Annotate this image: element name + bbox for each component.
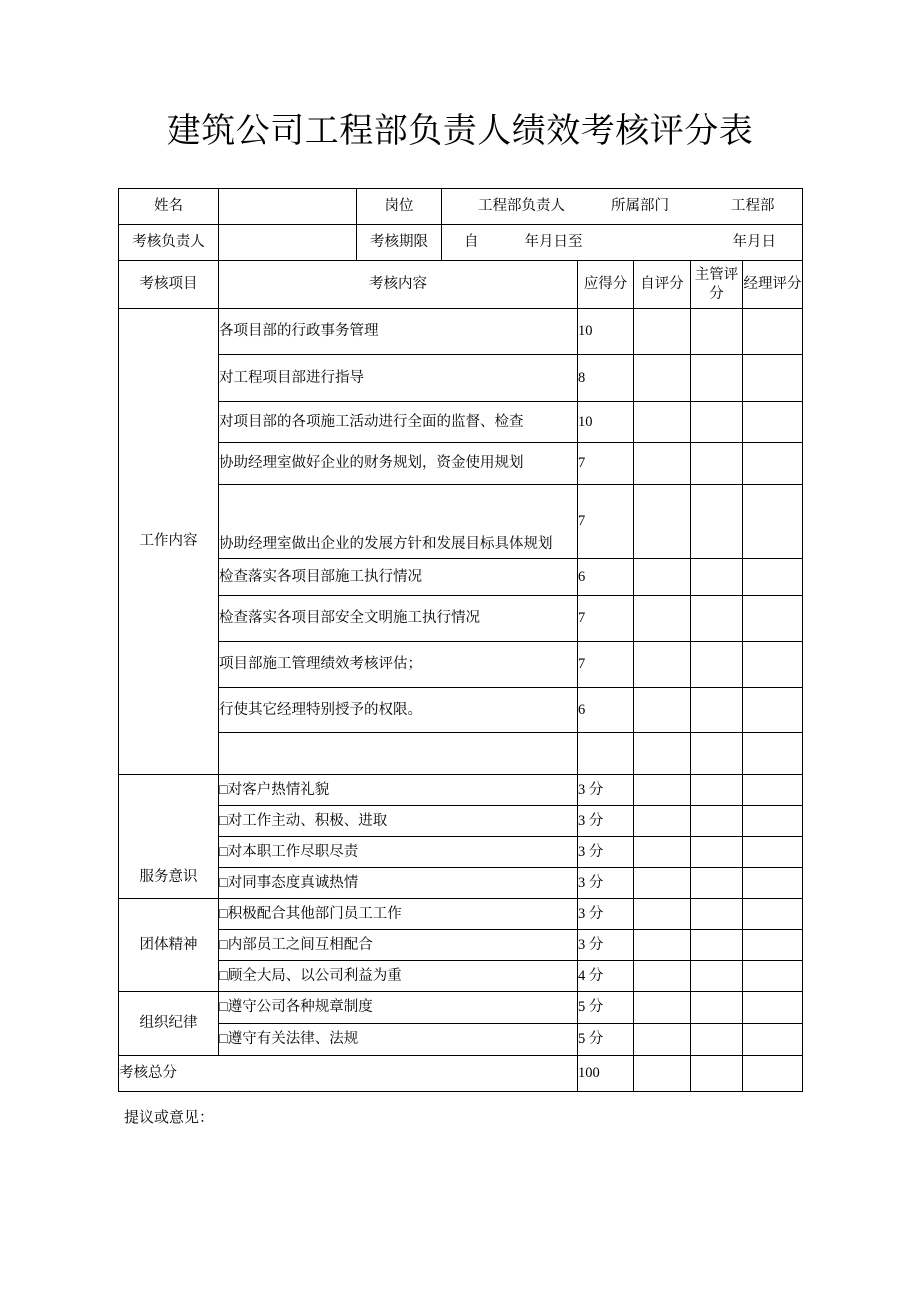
total-due-score: 100 bbox=[578, 1056, 634, 1092]
manager-score-input[interactable] bbox=[743, 485, 803, 559]
due-score: 6 bbox=[578, 559, 634, 596]
self-score-input[interactable] bbox=[634, 688, 691, 733]
due-score: 3 分 bbox=[578, 775, 634, 806]
due-score: 3 分 bbox=[578, 899, 634, 930]
due-score: 5 分 bbox=[578, 1024, 634, 1056]
supervisor-score-input[interactable] bbox=[691, 930, 743, 961]
table-row bbox=[119, 309, 803, 355]
criterion-text[interactable]: □对工作主动、积极、进取 bbox=[219, 806, 578, 837]
self-score-input[interactable] bbox=[634, 1024, 691, 1056]
table-row bbox=[119, 806, 803, 837]
manager-score-input[interactable] bbox=[743, 443, 803, 485]
due-score: 7 bbox=[578, 485, 634, 559]
header-manager-score: 经理评分 bbox=[743, 261, 803, 309]
table-row bbox=[119, 868, 803, 899]
supervisor-score-input[interactable] bbox=[691, 309, 743, 355]
period-range-cell bbox=[442, 225, 803, 261]
page-title: 建筑公司工程部负责人绩效考核评分表 bbox=[166, 113, 754, 150]
category-team-spirit: 团体精神 bbox=[119, 899, 219, 992]
criterion-text: 项目部施工管理绩效考核评估； bbox=[219, 642, 578, 688]
supervisor-score-input[interactable] bbox=[691, 355, 743, 402]
due-score: 3 分 bbox=[578, 930, 634, 961]
position-label: 岗位 bbox=[357, 189, 442, 225]
category-organizational-discipline: 组织纪律 bbox=[119, 992, 219, 1056]
self-score-input[interactable] bbox=[634, 443, 691, 485]
period-label: 考核期限 bbox=[357, 225, 442, 261]
criterion-text: 行使其它经理特别授予的权限。 bbox=[219, 688, 578, 733]
criterion-text[interactable]: □对本职工作尽职尽责 bbox=[219, 837, 578, 868]
period-from-date[interactable]: 年月日至 bbox=[524, 234, 583, 251]
self-score-input[interactable] bbox=[634, 868, 691, 899]
self-score-input[interactable] bbox=[634, 806, 691, 837]
table-row bbox=[119, 961, 803, 992]
supervisor-score-input[interactable] bbox=[691, 1024, 743, 1056]
self-score-input[interactable] bbox=[634, 775, 691, 806]
table-row bbox=[119, 775, 803, 806]
criterion-text: 对项目部的各项施工活动进行全面的监督、检查 bbox=[219, 402, 578, 443]
self-score-input[interactable] bbox=[634, 485, 691, 559]
self-score-input[interactable] bbox=[634, 642, 691, 688]
manager-score-input[interactable] bbox=[743, 355, 803, 402]
due-score: 6 bbox=[578, 688, 634, 733]
supervisor-score-input[interactable] bbox=[691, 688, 743, 733]
manager-score-input[interactable] bbox=[743, 806, 803, 837]
header-due-score: 应得分 bbox=[578, 261, 634, 309]
supervisor-score-input[interactable] bbox=[691, 961, 743, 992]
criterion-text[interactable]: □遵守公司各种规章制度 bbox=[219, 992, 578, 1024]
self-score-input[interactable] bbox=[634, 355, 691, 402]
criterion-text[interactable]: □遵守有关法律、法规 bbox=[219, 1024, 578, 1056]
self-score-input[interactable] bbox=[634, 992, 691, 1024]
position-value[interactable]: 工程部负责人 bbox=[478, 198, 565, 215]
table-row bbox=[119, 837, 803, 868]
total-supervisor-score[interactable] bbox=[691, 1056, 743, 1092]
total-label: 考核总分 bbox=[119, 1056, 578, 1092]
table-row bbox=[119, 1024, 803, 1056]
manager-score-input[interactable] bbox=[743, 837, 803, 868]
suggestions-note: 提议或意见： bbox=[124, 1110, 215, 1126]
category-service-awareness: 服务意识 bbox=[119, 775, 219, 899]
criterion-text: 协助经理室做出企业的发展方针和发展目标具体规划 bbox=[219, 485, 578, 559]
self-score-input[interactable] bbox=[634, 837, 691, 868]
header-content: 考核内容 bbox=[219, 261, 578, 309]
due-score: 3 分 bbox=[578, 806, 634, 837]
table-row bbox=[119, 443, 803, 485]
manager-score-input[interactable] bbox=[743, 596, 803, 642]
info-row-name bbox=[119, 189, 803, 225]
manager-score-input[interactable] bbox=[743, 775, 803, 806]
info-row-period bbox=[119, 225, 803, 261]
self-score-input[interactable] bbox=[634, 733, 691, 775]
self-score-input[interactable] bbox=[634, 402, 691, 443]
supervisor-score-input[interactable] bbox=[691, 868, 743, 899]
manager-score-input[interactable] bbox=[743, 559, 803, 596]
due-score: 3 分 bbox=[578, 868, 634, 899]
period-from-label: 自 bbox=[464, 234, 479, 251]
supervisor-score-input[interactable] bbox=[691, 402, 743, 443]
due-score: 7 bbox=[578, 596, 634, 642]
criterion-text: 协助经理室做好企业的财务规划，资金使用规划 bbox=[219, 443, 578, 485]
due-score: 10 bbox=[578, 309, 634, 355]
criterion-text: 对工程项目部进行指导 bbox=[219, 355, 578, 402]
supervisor-score-input[interactable] bbox=[691, 837, 743, 868]
performance-appraisal-table bbox=[118, 188, 803, 1092]
self-score-input[interactable] bbox=[634, 559, 691, 596]
department-value[interactable]: 工程部 bbox=[731, 198, 775, 215]
due-score: 7 bbox=[578, 443, 634, 485]
criterion-text: 各项目部的行政事务管理 bbox=[219, 309, 578, 355]
manager-score-input[interactable] bbox=[743, 402, 803, 443]
name-value[interactable] bbox=[219, 189, 357, 225]
period-to-date[interactable]: 年月日 bbox=[732, 234, 776, 251]
manager-score-input[interactable] bbox=[743, 868, 803, 899]
table-row bbox=[119, 485, 803, 559]
supervisor-score-input[interactable] bbox=[691, 899, 743, 930]
due-score bbox=[578, 733, 634, 775]
table-row bbox=[119, 899, 803, 930]
header-supervisor-score: 主管评分 bbox=[691, 261, 743, 309]
criterion-text: 检查落实各项目部施工执行情况 bbox=[219, 559, 578, 596]
total-self-score[interactable] bbox=[634, 1056, 691, 1092]
manager-score-input[interactable] bbox=[743, 309, 803, 355]
table-row-empty bbox=[119, 733, 803, 775]
table-row bbox=[119, 596, 803, 642]
table-row bbox=[119, 992, 803, 1024]
header-self-score: 自评分 bbox=[634, 261, 691, 309]
department-label: 所属部门 bbox=[611, 198, 669, 215]
due-score: 7 bbox=[578, 642, 634, 688]
due-score: 4 分 bbox=[578, 961, 634, 992]
self-score-input[interactable] bbox=[634, 596, 691, 642]
self-score-input[interactable] bbox=[634, 930, 691, 961]
table-row bbox=[119, 688, 803, 733]
supervisor-score-input[interactable] bbox=[691, 559, 743, 596]
self-score-input[interactable] bbox=[634, 961, 691, 992]
criterion-text[interactable]: □内部员工之间互相配合 bbox=[219, 930, 578, 961]
criterion-text[interactable]: □对同事态度真诚热情 bbox=[219, 868, 578, 899]
due-score: 10 bbox=[578, 402, 634, 443]
reviewer-value[interactable] bbox=[219, 225, 357, 261]
name-label: 姓名 bbox=[119, 189, 219, 225]
table-row bbox=[119, 559, 803, 596]
manager-score-input[interactable] bbox=[743, 733, 803, 775]
column-header-row bbox=[119, 261, 803, 309]
criterion-text: 检查落实各项目部安全文明施工执行情况 bbox=[219, 596, 578, 642]
self-score-input[interactable] bbox=[634, 309, 691, 355]
supervisor-score-input[interactable] bbox=[691, 443, 743, 485]
manager-score-input[interactable] bbox=[743, 930, 803, 961]
header-item: 考核项目 bbox=[119, 261, 219, 309]
due-score: 3 分 bbox=[578, 837, 634, 868]
table-row bbox=[119, 930, 803, 961]
criterion-text[interactable]: □顾全大局、以公司利益为重 bbox=[219, 961, 578, 992]
supervisor-score-input[interactable] bbox=[691, 992, 743, 1024]
reviewer-label: 考核负责人 bbox=[119, 225, 219, 261]
manager-score-input[interactable] bbox=[743, 992, 803, 1024]
criterion-text[interactable]: □对客户热情礼貌 bbox=[219, 775, 578, 806]
manager-score-input[interactable] bbox=[743, 642, 803, 688]
due-score: 5 分 bbox=[578, 992, 634, 1024]
supervisor-score-input[interactable] bbox=[691, 775, 743, 806]
supervisor-score-input[interactable] bbox=[691, 733, 743, 775]
table-row bbox=[119, 642, 803, 688]
due-score: 8 bbox=[578, 355, 634, 402]
total-manager-score[interactable] bbox=[743, 1056, 803, 1092]
table-row bbox=[119, 402, 803, 443]
position-department-cell bbox=[442, 189, 803, 225]
category-work-content: 工作内容 bbox=[119, 309, 219, 775]
supervisor-score-input[interactable] bbox=[691, 485, 743, 559]
table-row bbox=[119, 355, 803, 402]
manager-score-input[interactable] bbox=[743, 961, 803, 992]
manager-score-input[interactable] bbox=[743, 688, 803, 733]
supervisor-score-input[interactable] bbox=[691, 642, 743, 688]
self-score-input[interactable] bbox=[634, 899, 691, 930]
criterion-text bbox=[219, 733, 578, 775]
total-row bbox=[119, 1056, 803, 1092]
criterion-text[interactable]: □积极配合其他部门员工工作 bbox=[219, 899, 578, 930]
manager-score-input[interactable] bbox=[743, 1024, 803, 1056]
supervisor-score-input[interactable] bbox=[691, 596, 743, 642]
manager-score-input[interactable] bbox=[743, 899, 803, 930]
supervisor-score-input[interactable] bbox=[691, 806, 743, 837]
